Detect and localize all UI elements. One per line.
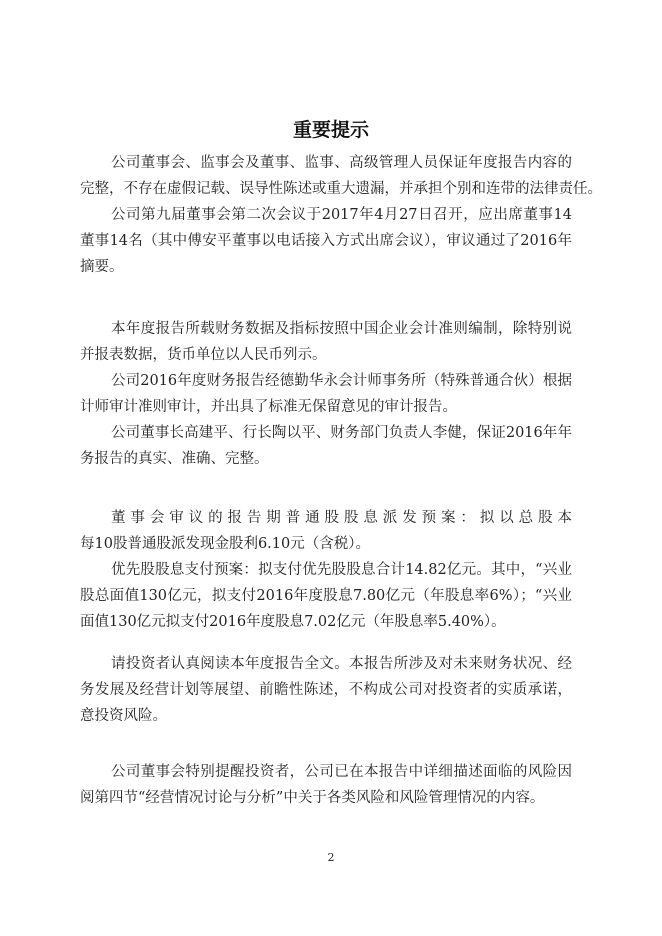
paragraph-line: 摘要。 bbox=[80, 259, 124, 275]
paragraph-line: 并报表数据，货币单位以人民币列示。 bbox=[80, 347, 327, 363]
paragraph-line: 面值130亿元拟支付2016年度股息7.02亿元（年股息率5.40%）。 bbox=[80, 614, 506, 630]
paragraph-line: 意投资风险。 bbox=[80, 708, 167, 724]
paragraph-line: 公司2016年度财务报告经德勤华永会计师事务所（特殊普通合伙）根据 bbox=[111, 373, 572, 389]
paragraph-line: 优先股股息支付预案：拟支付优先股股息合计14.82亿元。其中，“兴业 bbox=[111, 562, 572, 578]
paragraph-line: 公司董事长高建平、行长陶以平、财务部门负责人李健，保证2016年年 bbox=[111, 425, 572, 441]
paragraph-line: 计师审计准则审计，并出具了标准无保留意见的审计报告。 bbox=[80, 399, 457, 415]
paragraph-line: 董事会审议的报告期普通股股息派发预案：拟以总股本 bbox=[111, 510, 572, 526]
paragraph-line: 务报告的真实、准确、完整。 bbox=[80, 451, 269, 467]
paragraph-line: 请投资者认真阅读本年度报告全文。本报告所涉及对未来财务状况、经 bbox=[111, 656, 572, 672]
page-number: 2 bbox=[327, 851, 335, 864]
paragraph-line: 董事14名（其中傅安平董事以电话接入方式出席会议），审议通过了2016年 bbox=[80, 233, 572, 249]
paragraph-line: 阅第四节“经营情况讨论与分析”中关于各类风险和风险管理情况的内容。 bbox=[80, 790, 545, 806]
paragraph-line: 务发展及经营计划等展望、前瞻性陈述，不构成公司对投资者的实质承诺， bbox=[80, 682, 572, 698]
paragraph-line: 公司董事会特别提醒投资者，公司已在本报告中详细描述面临的风险因 bbox=[111, 764, 572, 780]
page-title: 重要提示 bbox=[292, 119, 369, 141]
paragraph-line: 公司第九届董事会第二次会议于2017年4月27日召开，应出席董事14 bbox=[111, 207, 572, 223]
paragraph-line: 每10股普通股派发现金股利6.10元（含税）。 bbox=[80, 536, 370, 552]
paragraph-line: 本年度报告所载财务数据及指标按照中国企业会计准则编制，除特别说 bbox=[111, 321, 572, 337]
paragraph-line: 完整，不存在虚假记载、误导性陈述或重大遗漏，并承担个别和连带的法律责任。 bbox=[80, 181, 602, 197]
paragraph-line: 股总面值130亿元，拟支付2016年度股息7.80亿元（年股息率6%）；“兴业 bbox=[80, 588, 572, 604]
paragraph-line: 公司董事会、监事会及董事、监事、高级管理人员保证年度报告内容的 bbox=[111, 155, 572, 171]
